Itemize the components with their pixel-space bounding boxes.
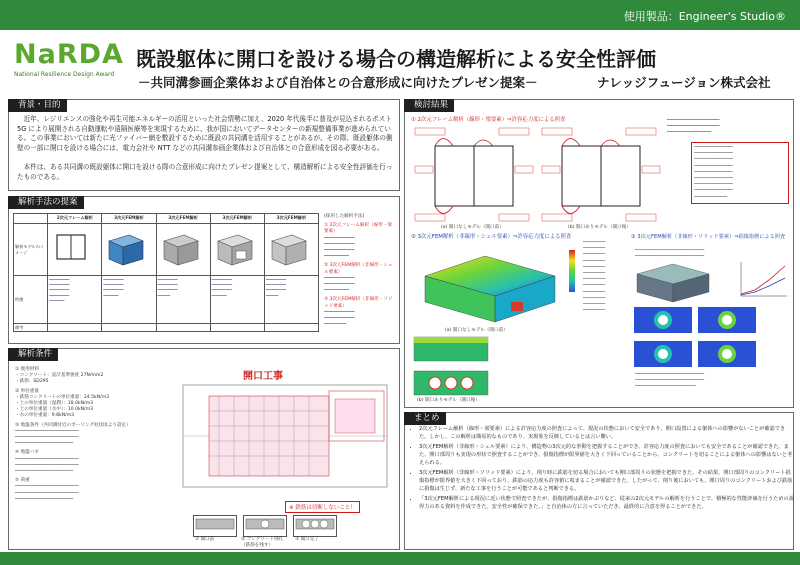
solid-bottom-notes: ━━━━━━━━━━━━━━━━━━━━━━━━━ ━━━━━━━━━━━━━━━━━━━━━━━━━ ━━━━━━━━━━━━━━━━━━━━━━ bbox=[635, 372, 705, 390]
solid-damage-contour-1 bbox=[633, 306, 693, 334]
row-label: 解析モデルのイメージ bbox=[14, 224, 48, 276]
results-heading: 検討結果 bbox=[404, 99, 454, 112]
solid-fem-model bbox=[633, 260, 713, 304]
opening-closeup-after bbox=[413, 370, 489, 396]
solid-model-icon bbox=[266, 225, 310, 269]
logo-wordmark: NaRDA bbox=[14, 39, 124, 70]
damage-index-graph bbox=[735, 260, 789, 300]
solid-damage-contour-4 bbox=[697, 340, 757, 368]
condition-item: ・鉄筋コンクリートの単位重量：24.5kN/m3 bbox=[15, 394, 110, 400]
fig-caption-closeup: (b) 開口ありモデル（開口後） bbox=[417, 398, 480, 403]
opening-construction-drawing bbox=[179, 381, 391, 491]
table-header: 2次元フレーム解析 bbox=[48, 214, 102, 224]
opening-step-3 bbox=[293, 515, 337, 537]
logo-award-text: National Resilience Design Award bbox=[14, 71, 115, 78]
opening-step-label: ② コンクリート削孔（鉄筋を残す） bbox=[241, 537, 284, 549]
rebar-warning: ※ 鉄筋は切断しないこと！ bbox=[285, 501, 360, 513]
summary-item: • 3次元FEM解析（非線形・シェル要素）により、構造物の3次元的な挙動を把握することができ、許容応力度の照査においても安全であることが確認できた。また、開口部周りも実現の形状で照査することができ、損傷指標が限界値を大きく下回っていることから、コンクリートを切ることによる躯体への影響はないと考えられる。 bbox=[419, 443, 795, 467]
condition-item: ⑤ 荷重 bbox=[15, 478, 30, 484]
feature-cell: ━━━━━━━━ ━━━━━━━━ ━━━━━━━━ ━━━━━━ bbox=[102, 276, 156, 324]
summary-list bbox=[407, 425, 795, 511]
condition-item: ④ 地盤バネ bbox=[15, 450, 39, 456]
model-image-shell bbox=[102, 224, 156, 276]
note-3: ③ 3次元FEM解析（非線形・ソリッド要素） bbox=[324, 297, 393, 309]
opening-closeup-before bbox=[413, 336, 489, 362]
solid-model-icon bbox=[158, 225, 202, 269]
conditions-heading: 解析条件 bbox=[8, 348, 58, 361]
summary-item: • 3次元FEM解析（非線形・ソリッド要素）により、削り時に鉄筋を切る場合においても開口部周りの状態を把握できた。その結果、開口部周りのコンクリート損傷指標が限界値を大きく下回っており、鉄筋の応力度も許容値に収まることが確認できた。したがって、削り後においても、開口周りのコンクリートおよび鉄筋に損傷は生じず、新たな工事を行うことが可能であると判断できる。 bbox=[419, 469, 795, 493]
solid-damage-contour-2 bbox=[697, 306, 757, 334]
bottom-banner bbox=[0, 552, 800, 565]
conditions-panel bbox=[8, 348, 400, 550]
condition-item: ・コンクリート：設計基準強度 27N/mm2 bbox=[15, 373, 104, 379]
narda-logo bbox=[14, 39, 124, 92]
fig-caption-shell: (a) 開口なしモデル（開口前） bbox=[445, 328, 508, 333]
page-title: 既設躯体に開口を設ける場合の構造解析による安全性評価 bbox=[136, 47, 656, 71]
opening-before-icon bbox=[194, 517, 236, 531]
product-label: 使用製品：Engineer's Studio® bbox=[623, 10, 786, 23]
solid-model-icon bbox=[212, 225, 256, 269]
background-paragraph-2: 本件は、ある共同溝の既設躯体に開口を設ける際の合意形成に向けたプレゼン提案として、構造解析による安全性評価を行ったものである。 bbox=[17, 163, 393, 181]
table-header: 3次元FEM解析 bbox=[264, 214, 318, 224]
background-paragraph-1: 近年、レジリエンスの強化や再生可能エネルギーの活用といった社会情勢に加え、2020 年代後半に普及が見込まれるポスト 5G により展開される自動運転や遠隔医療等を実現するために、我が国においてデータセンターの新規整備事業が進められている。この事業においては新たに光ファイバー網を敷設するために既設の共同溝を活用することがあるが、その際、既設躯体の側壁の一部に開口を設ける場合には、電力会社や NTT などの共同溝参画企業体および自治体との合意形成を図る必要がある。 bbox=[17, 115, 393, 152]
frame-model-icon bbox=[49, 225, 93, 269]
summary-panel bbox=[404, 412, 794, 550]
condition-item: ② 単位重量 bbox=[15, 388, 39, 394]
background-heading: 背景・目的 bbox=[8, 99, 67, 112]
condition-item: ・水の単位重量：9.8kN/m3 bbox=[15, 413, 75, 419]
table-header: 3次元FEM解析 bbox=[210, 214, 264, 224]
solid-damage-contour-3 bbox=[633, 340, 693, 368]
background-panel bbox=[8, 99, 400, 191]
opening-after-icon bbox=[294, 517, 336, 531]
shell-model-icon bbox=[103, 225, 147, 269]
summary-heading: まとめ bbox=[404, 412, 446, 425]
result-1-title: ① 2次元フレーム解析（線形・梁要素）⇒許容応力度による照査 bbox=[411, 117, 566, 123]
result-3-title: ③ 3次元FEM解析（非線形・ソリッド要素）⇒損傷指標による照査 bbox=[631, 234, 786, 240]
feature-cell: ━━━━━━━━ ━━━━━━━━ ━━━━━━━━ ━━━━━━ bbox=[210, 276, 264, 324]
fig-caption-before: (a) 開口なしモデル（開口前） bbox=[441, 225, 504, 230]
opening-step-2 bbox=[243, 515, 287, 537]
opening-step-1 bbox=[193, 515, 237, 537]
condition-item: ③ 地盤条件（共同溝付近のボーリング柱状図より設定） bbox=[15, 422, 131, 428]
condition-item: ・土の単位重量（水中）：10.0kN/m3 bbox=[15, 407, 94, 413]
opening-drawing-title: 開口工事 bbox=[243, 371, 283, 382]
result-2-title: ② 3次元FEM解析（非線形・シェル要素）⇒許容応力度による照査 bbox=[411, 234, 572, 240]
coring-icon bbox=[244, 517, 286, 531]
feature-cell: ━━━━━━━━ ━━━━━━━━ ━━━━━━━━ ━━━━━ bbox=[156, 276, 210, 324]
methods-heading: 解析手法の提案 bbox=[8, 196, 84, 209]
model-image-solid-3 bbox=[264, 224, 318, 276]
results-note-box: ━━━━━━━━━━━━━━━━━━━ ━━━━━━━━━━━━━━━━━━━ ━━━━━━━━━━━━━━━━ ━━━━━━━━━━━━━━ ━━━━━━━━━━━━━━ ━━━━━━━━━━━━━━ ━━━━━━━━━━━━━━ ━━━━━━━━━━━━━━ ━━━━━━━━━━━━━━ ━━━━━━━━━━━━━━ ━━━━━━━━━━━━━━ ━━━━━━━━━━━━ bbox=[667, 118, 785, 228]
solid-notes: ━━━━━━━━━━━━━━━━━━━━━━━━━ ━━━━━━━━━━━━━━━━━━━━━━━━━ bbox=[635, 248, 705, 260]
methods-notes: (採用した解析手法) ① 2次元フレーム解析（線形・梁要素） ━━━━━━━━━━━ ━━━━━━━━━━━ ━━━━━━━━━━━ ━━━━━━━━━ ② 3次元FEM解析（非線形・シェル要素） ━━━━━━━━━━━ ━━━━━━━━━━━ ━━━━━━━━━ ③ 3次元FEM解析（非線形・ソリッド要素） ━━━━━━━━━━━ ━━━━━━━━━━━ ━━━━━━━━ bbox=[324, 214, 393, 328]
top-banner bbox=[0, 0, 800, 30]
notes-title: (採用した解析手法) bbox=[324, 214, 365, 219]
shell-fem-contour bbox=[415, 246, 565, 326]
methods-table bbox=[13, 213, 319, 332]
fig-caption-after: (b) 開口ありモデル（開口後） bbox=[568, 225, 631, 230]
table-header: 3次元FEM解析 bbox=[102, 214, 156, 224]
condition-item: ・鉄筋：SD295 bbox=[15, 379, 49, 385]
contour-legend bbox=[569, 250, 575, 292]
model-image-solid bbox=[156, 224, 210, 276]
model-image-solid-2 bbox=[210, 224, 264, 276]
condition-item: ① 使用材料 bbox=[15, 367, 39, 372]
frame-analysis-diagram-before bbox=[413, 126, 535, 224]
shell-notes: ━━━━━━━━ ━━━━━━━━ ━━━━━━━━ ━━━━━━━━ ━━━━━━━━ ━━━━━━━━ ━━━━━━━━ ━━━━━━━━ ━━━━━━━━ ━━━━━━━━ ━━━━━━━━ ━━━━━━━━ bbox=[583, 240, 606, 314]
row-label: 備考 bbox=[14, 324, 48, 332]
condition-item: ・土の単位重量（湿潤）：18.0kN/m3 bbox=[15, 401, 94, 407]
feature-cell: ━━━━━━━━ ━━━━━━━━ ━━━━━━━━ ━━━━━━━━ ━━━━━━ bbox=[48, 276, 102, 324]
note-2: ② 3次元FEM解析（非線形・シェル要素） bbox=[324, 263, 393, 275]
page-subtitle: －共同溝参画企業体および自治体との合意形成に向けたプレゼン提案－ bbox=[138, 75, 538, 90]
company-name: ナレッジフュージョン株式会社 bbox=[597, 75, 771, 90]
methods-panel bbox=[8, 196, 400, 344]
opening-step-label: ① 開口前 bbox=[195, 537, 215, 542]
note-1: ① 2次元フレーム解析（線形・梁要素） bbox=[324, 223, 393, 235]
frame-analysis-diagram-after bbox=[540, 126, 662, 224]
conditions-list: ① 使用材料 ・コンクリート：設計基準強度 27N/mm2 ・鉄筋：SD295 ② 単位重量 ・鉄筋コンクリートの単位重量：24.5kN/m3 ・土の単位重量（湿潤）：18.0kN/m3 ・土の単位重量（水中）：10.0kN/m3 ・水の単位重量：9.8kN/m3 ③ 地盤条件（共同溝付近のボーリング柱状図より設定） ━━━━━━━━━━━━━━━━━━━━━━━ ━━━━━━━━━━━━━━━━━━━━━━━ ━━━━━━━━━━━━━━━━━━━━━ ④ 地盤バネ ━━━━━━━━━━━━━━━━━━━━━━━ ━━━━━━━━━━━━━━━━━━━━━━━ ━━━━━━━━━━━━━━━━━━━━━ ⑤ 荷重 ━━━━━━━━━━━━━━━━━━━━━━━ ━━━━━━━━━━━━━━━━━━━━━━━ ━━━━━━━━━━━━━━━━━━━━━ bbox=[15, 367, 175, 503]
summary-item: • 「3次元FEM解析による現況に近い状態で照査できたが、損傷指標は鉄筋かぶりなど、従来の2次元モデルの解析を行うことで、積極的な性能評価を行うための説得力のある資料を作成できた。安全性が確保できた。」と自治体の方に言っていただき、最終的に合意を得ることができた。 bbox=[419, 495, 795, 511]
row-label: 特徴 bbox=[14, 276, 48, 324]
model-image-frame bbox=[48, 224, 102, 276]
summary-item: • 2次元フレーム解析（線形・梁要素）による許容応力度の照査によって、現況の状態において安全であり、開口設置による躯体への影響がないことが確認できた。しかし、この解析は簡易的なものであり、実現象を反映しているとは言い難い。 bbox=[419, 425, 795, 441]
feature-cell: ━━━━━━━━ ━━━━━━━━ ━━━━━━━━ ━━━━━ bbox=[264, 276, 318, 324]
results-panel bbox=[404, 99, 794, 408]
table-header: 3次元FEM解析 bbox=[156, 214, 210, 224]
opening-step-label: ③ 開口完了 bbox=[295, 537, 319, 542]
